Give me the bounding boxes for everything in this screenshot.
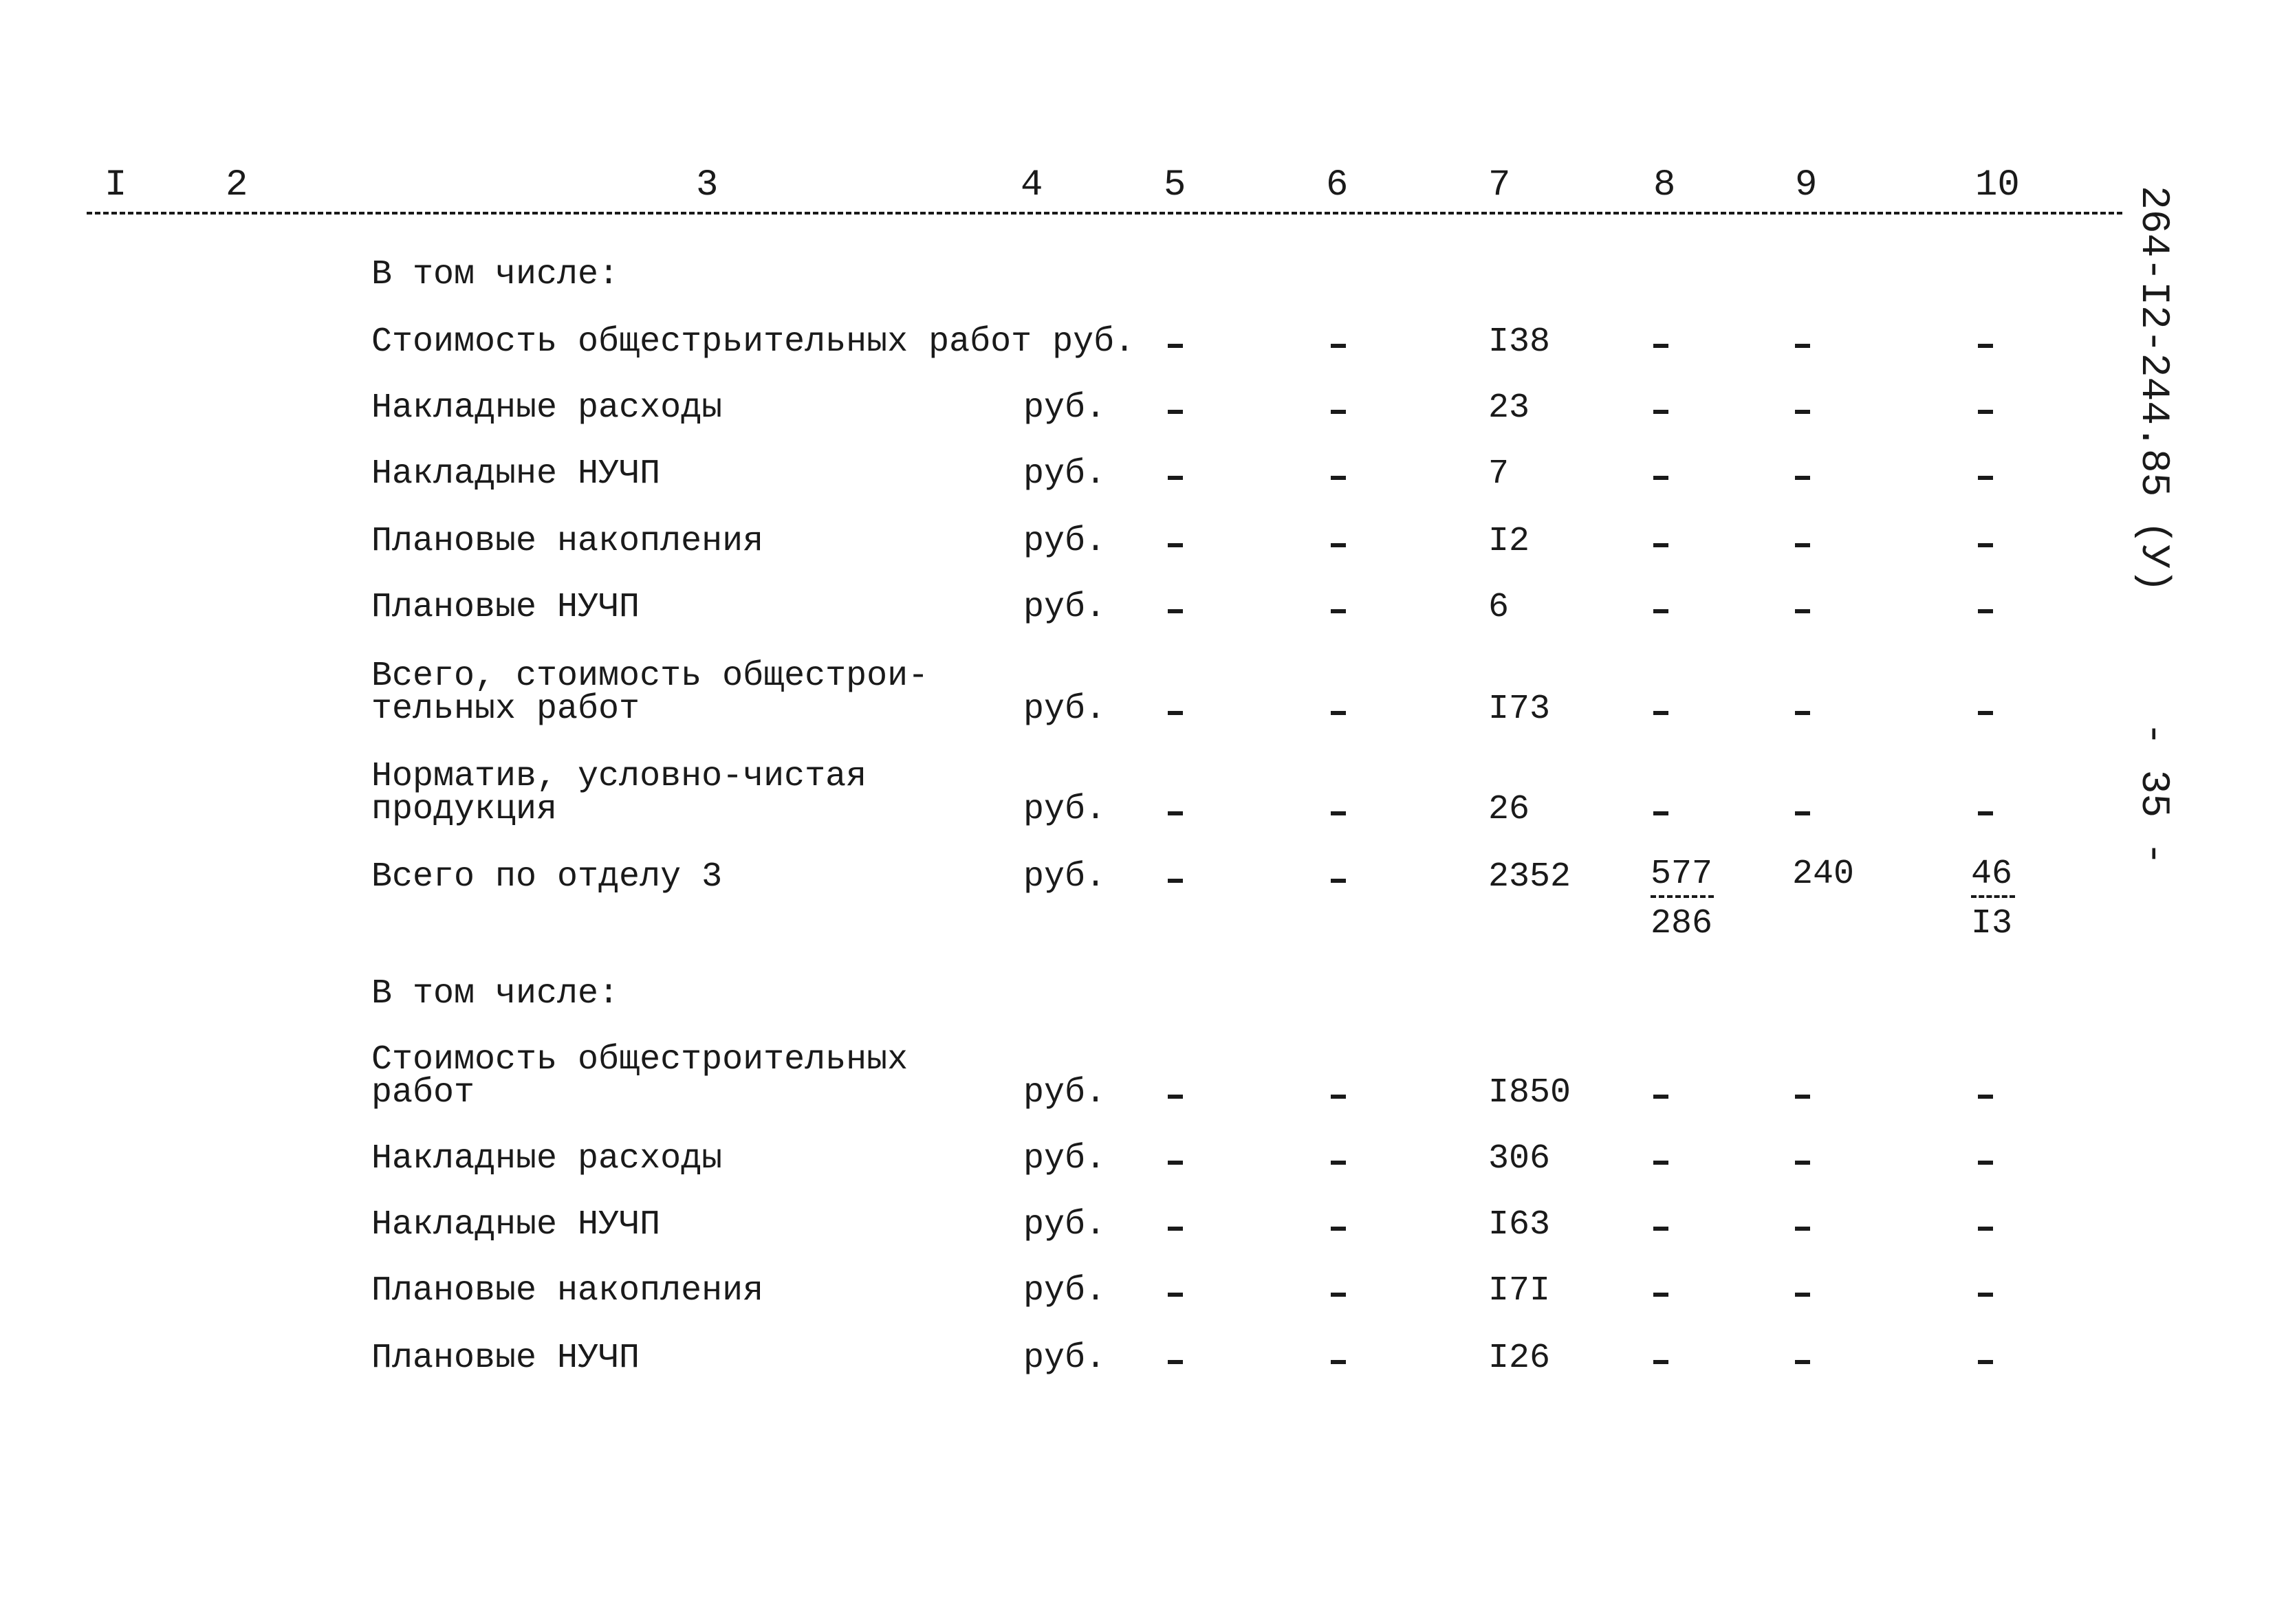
header-divider-line (87, 212, 2122, 215)
dash-col10 (1978, 1227, 1993, 1231)
dash-col5 (1168, 879, 1183, 883)
row-name: Плановые накопления (371, 1271, 764, 1310)
dash-col8 (1653, 476, 1668, 480)
total-col9: 240 (1792, 855, 1855, 894)
column-header-4: 4 (1021, 164, 1043, 206)
column-header-8: 8 (1653, 164, 1676, 206)
total-col8-top: 577 (1651, 855, 1713, 894)
dash-col6 (1331, 1293, 1346, 1297)
dash-col5 (1168, 1161, 1183, 1165)
dash-col9 (1795, 344, 1810, 348)
row-unit: руб. (1023, 588, 1107, 627)
dash-col10 (1978, 543, 1993, 547)
dash-col6 (1331, 879, 1346, 883)
dash-col9 (1795, 1360, 1810, 1364)
column-header-3: 3 (696, 164, 719, 206)
dash-col8 (1653, 410, 1668, 414)
dash-col5 (1168, 1095, 1183, 1099)
page-number: - 35 - (2131, 722, 2175, 866)
row-name: Накладные НУЧП (371, 1205, 661, 1244)
total-col10-top: 46 (1971, 855, 2013, 894)
dash-col9 (1795, 410, 1810, 414)
dash-col6 (1331, 609, 1346, 613)
dash-col9 (1795, 476, 1810, 480)
row-name-line2: продукция (371, 790, 558, 829)
dash-col5 (1168, 1360, 1183, 1364)
dash-col10 (1978, 711, 1993, 715)
column-header-2: 2 (226, 164, 248, 206)
row-unit: руб. (1023, 1271, 1107, 1310)
dash-col6 (1331, 1095, 1346, 1099)
column-header-6: 6 (1326, 164, 1349, 206)
dash-col5 (1168, 344, 1183, 348)
row-name-line2: работ (371, 1073, 475, 1112)
dash-col9 (1795, 1227, 1810, 1231)
value-col7: I63 (1488, 1205, 1551, 1244)
row-name-line1: Всего, стоимость общестрои- (371, 657, 929, 696)
dash-col6 (1331, 344, 1346, 348)
total-name: Всего по отделу 3 (371, 857, 723, 897)
dash-col8 (1653, 711, 1668, 715)
column-header-5: 5 (1164, 164, 1186, 206)
value-col7: I850 (1488, 1073, 1571, 1112)
row-name-line1: Стоимость общестроительных (371, 1040, 908, 1079)
dash-col6 (1331, 811, 1346, 815)
dash-col6 (1331, 410, 1346, 414)
row-name: Стоимость общестрьительных работ руб. (371, 322, 1135, 362)
dash-col9 (1795, 711, 1810, 715)
dash-col10 (1978, 410, 1993, 414)
dash-col6 (1331, 476, 1346, 480)
dash-col5 (1168, 543, 1183, 547)
dash-col5 (1168, 410, 1183, 414)
dash-col6 (1331, 1227, 1346, 1231)
dash-col8 (1653, 344, 1668, 348)
row-unit: руб. (1023, 1205, 1107, 1244)
dash-col6 (1331, 543, 1346, 547)
row-name: Плановые НУЧП (371, 1339, 640, 1378)
dash-col10 (1978, 344, 1993, 348)
fraction-line-col8 (1651, 895, 1714, 898)
dash-col6 (1331, 1360, 1346, 1364)
dash-col8 (1653, 1161, 1668, 1165)
dash-col9 (1795, 1293, 1810, 1297)
dash-col8 (1653, 1360, 1668, 1364)
dash-col5 (1168, 476, 1183, 480)
dash-col10 (1978, 609, 1993, 613)
value-col7: I73 (1488, 690, 1551, 729)
dash-col10 (1978, 1095, 1993, 1099)
row-name: Накладыне НУЧП (371, 454, 661, 494)
document-code: 264-I2-244.85 (У) (2131, 186, 2175, 593)
value-col7: 306 (1488, 1139, 1551, 1178)
row-name: Накладные расходы (371, 1139, 723, 1178)
dash-col9 (1795, 811, 1810, 815)
column-header-10: 10 (1975, 164, 2020, 206)
dash-col10 (1978, 1161, 1993, 1165)
value-col7: 6 (1488, 588, 1510, 627)
column-header-7: 7 (1488, 164, 1511, 206)
value-col7: 7 (1488, 454, 1510, 494)
dash-col6 (1331, 1161, 1346, 1165)
total-col10-bottom: I3 (1971, 904, 2013, 943)
dash-col9 (1795, 1095, 1810, 1099)
dash-col5 (1168, 811, 1183, 815)
row-unit: руб. (1023, 522, 1107, 561)
value-col7: 23 (1488, 388, 1530, 428)
row-unit: руб. (1023, 1073, 1107, 1112)
dash-col8 (1653, 1095, 1668, 1099)
dash-col5 (1168, 1227, 1183, 1231)
dash-col6 (1331, 711, 1346, 715)
row-unit: руб. (1023, 1139, 1107, 1178)
value-col7: I26 (1488, 1339, 1551, 1378)
row-name-line2: тельных работ (371, 690, 640, 729)
dash-col10 (1978, 1293, 1993, 1297)
dash-col10 (1978, 476, 1993, 480)
dash-col8 (1653, 811, 1668, 815)
row-name: Накладные расходы (371, 388, 723, 428)
dash-col8 (1653, 543, 1668, 547)
total-col8-bottom: 286 (1651, 904, 1713, 943)
column-header-9: 9 (1795, 164, 1818, 206)
dash-col9 (1795, 609, 1810, 613)
dash-col5 (1168, 711, 1183, 715)
dash-col10 (1978, 811, 1993, 815)
dash-col8 (1653, 609, 1668, 613)
total-unit: руб. (1023, 857, 1107, 897)
dash-col8 (1653, 1227, 1668, 1231)
row-unit: руб. (1023, 790, 1107, 829)
dash-col10 (1978, 1360, 1993, 1364)
dash-col9 (1795, 1161, 1810, 1165)
dash-col8 (1653, 1293, 1668, 1297)
value-col7: I2 (1488, 522, 1530, 561)
total-col7: 2352 (1488, 857, 1571, 897)
value-col7: 26 (1488, 790, 1530, 829)
row-unit: руб. (1023, 388, 1107, 428)
row-name: Плановые НУЧП (371, 588, 640, 627)
row-unit: руб. (1023, 690, 1107, 729)
fraction-line-col10 (1971, 895, 2015, 898)
section-heading: В том числе: (371, 974, 620, 1013)
row-unit: руб. (1023, 1339, 1107, 1378)
value-col7: I38 (1488, 322, 1551, 362)
dash-col5 (1168, 609, 1183, 613)
section-heading: В том числе: (371, 255, 620, 294)
row-name: Плановые накопления (371, 522, 764, 561)
row-name-line1: Норматив, условно-чистая (371, 757, 867, 796)
column-header-1: I (105, 164, 127, 206)
dash-col9 (1795, 543, 1810, 547)
value-col7: I7I (1488, 1271, 1551, 1310)
dash-col5 (1168, 1293, 1183, 1297)
row-unit: руб. (1023, 454, 1107, 494)
